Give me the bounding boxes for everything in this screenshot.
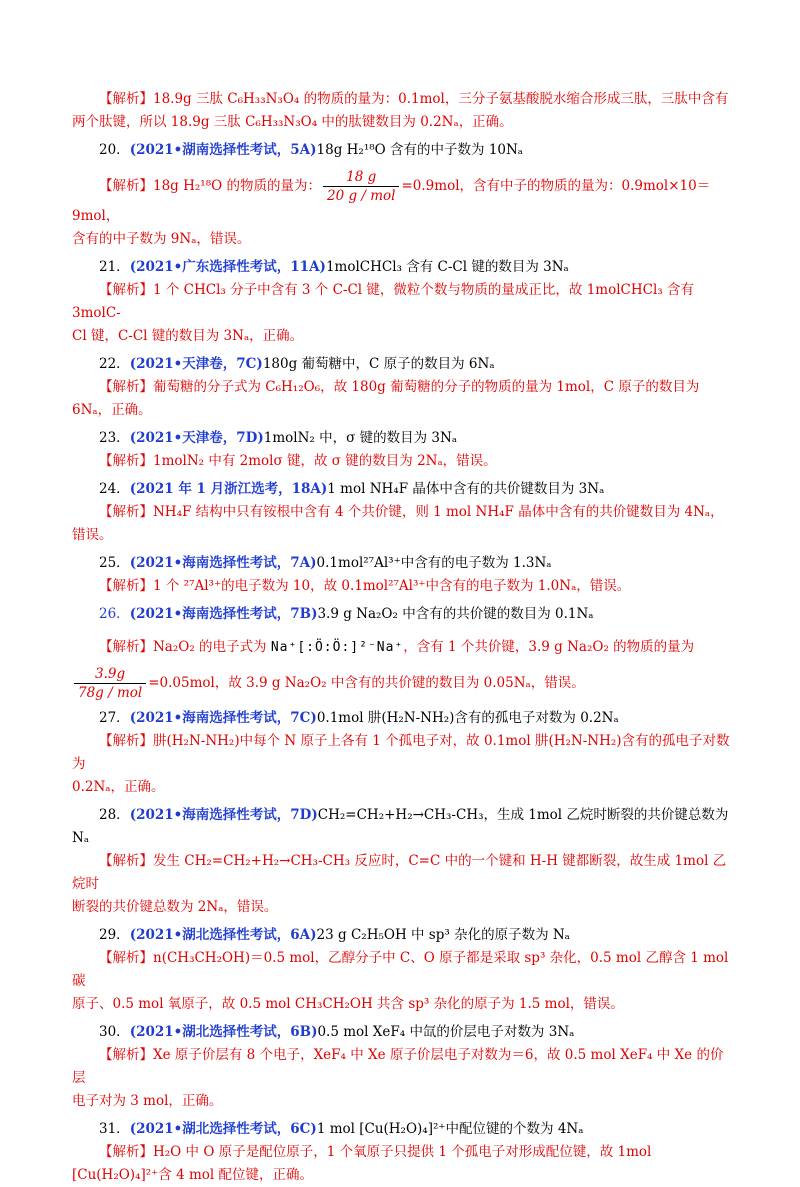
fraction <box>74 665 146 702</box>
question-text: 1 mol NH₄F 晶体中含有的共价键数目为 3Nₐ <box>327 481 605 497</box>
question-number: 26． <box>99 606 130 622</box>
question-source: (2021•湖南选择性考试，5A) <box>129 142 317 158</box>
question-22 <box>72 353 732 376</box>
answer-20 <box>72 168 732 228</box>
question-source: (2021•天津卷，7C) <box>129 356 263 372</box>
question-text: 0.5 mol XeF₄ 中氙的价层电子对数为 3Nₐ <box>317 1024 575 1040</box>
question-21 <box>72 256 732 279</box>
answer-19-line-1: 【解析】18.9g 三肽 C₆H₃₃N₃O₄ 的物质的量为：0.1mol，三分子氨基酸脱水缩合形成三肽，三肽中含有 <box>99 91 729 107</box>
question-source: (2021•湖北选择性考试，6B) <box>129 1024 318 1040</box>
answer-31-line-2: [Cu(H₂O)₄]²⁺含 4 mol 配位键，正确。 <box>72 1167 314 1183</box>
question-text: 0.1mol²⁷Al³⁺中含有的电子数为 1.3Nₐ <box>316 555 552 571</box>
answer-19-line-2: 两个肽键，所以 18.9g 三肽 C₆H₃₃N₃O₄ 中的肽键数目为 0.2Nₐ，正确。 <box>72 114 513 130</box>
answer-30-line-2: 电子对为 3 mol，正确。 <box>72 1093 223 1109</box>
question-number: 23． <box>99 430 130 446</box>
question-source: (2021•海南选择性考试，7A) <box>129 555 317 571</box>
question-source: (2021•湖北选择性考试，6A) <box>129 927 317 943</box>
lewis-structure-image: Na⁺[:Ö:Ö:]²⁻Na⁺ <box>270 640 404 655</box>
answer-29-line-1: 【解析】n(CH₃CH₂OH)＝0.5 mol，乙醇分子中 C、O 原子都是采取 sp³ 杂化，0.5 mol 乙醇含 1 mol 碳 <box>72 950 729 989</box>
answer-28-line-1: 【解析】发生 CH₂=CH₂+H₂→CH₃-CH₃ 反应时，C=C 中的一个键和 H-H 键都断裂，故生成 1mol 乙烷时 <box>72 853 727 892</box>
question-text: 1 mol [Cu(H₂O)₄]²⁺中配位键的个数为 4Nₐ <box>316 1121 584 1137</box>
question-source: (2021•海南选择性考试，7C) <box>129 710 317 726</box>
question-24 <box>72 478 732 501</box>
answer-text: 【解析】Na₂O₂ 的电子式为 <box>99 639 267 655</box>
answer-text: ，含有 1 个共价键，3.9 g Na₂O₂ 的物质的量为 <box>403 639 695 655</box>
question-text: 1molCHCl₃ 含有 C-Cl 键的数目为 3Nₐ <box>325 259 569 275</box>
answer-25-line-1: 【解析】1 个 ²⁷Al³⁺的电子数为 10，故 0.1mol²⁷Al³⁺中含有的电子数为 1.0Nₐ，错误。 <box>99 578 631 594</box>
answer-30-line-1: 【解析】Xe 原子价层有 8 个电子，XeF₄ 中 Xe 原子价层电子对数为＝6，故 0.5 mol XeF₄ 中 Xe 的价层 <box>72 1047 724 1086</box>
answer-29-line-2: 原子、0.5 mol 氧原子，故 0.5 mol CH₃CH₂OH 共含 sp³ 杂化的原子为 1.5 mol，错误。 <box>72 996 624 1012</box>
question-number: 28． <box>99 807 130 823</box>
answer-text: =0.9mol，含有中子的物质的量为：0.9mol×10＝9mol， <box>72 178 711 224</box>
question-number: 20． <box>99 142 130 158</box>
question-29 <box>72 924 732 947</box>
answer-23-line-1: 【解析】1molN₂ 中有 2molσ 键，故 σ 键的数目为 2Nₐ，错误。 <box>99 453 497 469</box>
fraction <box>323 168 400 205</box>
question-number: 30． <box>99 1024 130 1040</box>
question-source: (2021•湖北选择性考试，6C) <box>129 1121 317 1137</box>
answer-31-line-1: 【解析】H₂O 中 O 原子是配位原子，1 个氧原子只提供 1 个孤电子对形成配位键，故 1mol <box>99 1144 652 1160</box>
answer-27-line-2: 0.2Nₐ，正确。 <box>72 779 165 795</box>
answer-text: =0.05mol，故 3.9 g Na₂O₂ 中含有的共价键的数目为 0.05Nₐ，错误。 <box>148 675 585 691</box>
question-25 <box>72 552 732 575</box>
answer-24-line-1: 【解析】NH₄F 结构中只有铵根中含有 4 个共价键，则 1 mol NH₄F 晶体中含有的共价键数目为 4Nₐ， <box>99 504 724 520</box>
question-text: 180g 葡萄糖中，C 原子的数目为 6Nₐ <box>262 356 495 372</box>
question-number: 25． <box>99 555 130 571</box>
question-number: 29． <box>99 927 130 943</box>
question-27 <box>72 707 732 730</box>
answer-26 <box>72 636 732 659</box>
fraction-denominator: 78g / mol <box>78 685 143 701</box>
question-number: 22． <box>99 356 130 372</box>
question-source: (2021•天津卷，7D) <box>129 430 264 446</box>
document-body <box>72 88 732 1187</box>
question-source: (2021•广东选择性考试，11A) <box>129 259 326 275</box>
answer-21-line-2: Cl 键，C-Cl 键的数目为 3Nₐ，正确。 <box>72 328 304 344</box>
question-number: 24． <box>99 481 130 497</box>
answer-22-line-2: 6Nₐ，正确。 <box>72 402 152 418</box>
question-text: CH₂=CH₂+H₂→CH₃-CH₃，生成 1mol 乙烷时断裂的共价键总数为 Nₐ <box>72 807 729 846</box>
question-number: 31． <box>99 1121 130 1137</box>
question-20 <box>72 139 732 162</box>
answer-20-line-2: 含有的中子数为 9Nₐ，错误。 <box>72 231 251 247</box>
answer-24-line-2: 错误。 <box>72 527 113 543</box>
fraction-numerator: 18 g <box>323 168 400 187</box>
question-number: 21． <box>99 259 130 275</box>
answer-text: 【解析】18g H₂¹⁸O 的物质的量为： <box>99 178 321 194</box>
answer-26-line-2 <box>72 665 732 702</box>
question-23 <box>72 427 732 450</box>
question-text: 23 g C₂H₅OH 中 sp³ 杂化的原子数为 Nₐ <box>316 927 570 943</box>
question-31 <box>72 1118 732 1141</box>
question-number: 27． <box>99 710 130 726</box>
answer-22-line-1: 【解析】葡萄糖的分子式为 C₆H₁₂O₆，故 180g 葡萄糖的分子的物质的量为 1mol，C 原子的数目为 <box>99 379 700 395</box>
fraction-denominator: 20 g / mol <box>326 188 396 204</box>
question-text: 3.9 g Na₂O₂ 中含有的共价键的数目为 0.1Nₐ <box>317 606 594 622</box>
answer-28-line-2: 断裂的共价键总数为 2Nₐ，错误。 <box>72 899 278 915</box>
question-26 <box>72 603 732 626</box>
question-text: 0.1mol 肼(H₂N-NH₂)含有的孤电子对数为 0.2Nₐ <box>316 710 619 726</box>
question-source: (2021•海南选择性考试，7D) <box>129 807 318 823</box>
question-source: (2021 年 1 月浙江选考，18A) <box>129 481 328 497</box>
answer-21-line-1: 【解析】1 个 CHCl₃ 分子中含有 3 个 C-Cl 键，微粒个数与物质的量成正比，故 1molCHCl₃ 含有 3molC- <box>72 282 694 321</box>
question-text: 1molN₂ 中，σ 键的数目为 3Nₐ <box>263 430 458 446</box>
answer-27-line-1: 【解析】肼(H₂N-NH₂)中每个 N 原子上各有 1 个孤电子对，故 0.1mol 肼(H₂N-NH₂)含有的孤电子对数为 <box>72 733 730 772</box>
fraction-numerator: 3.9g <box>74 665 146 684</box>
question-30 <box>72 1021 732 1044</box>
question-source: (2021•海南选择性考试，7B) <box>129 606 318 622</box>
question-text: 18g H₂¹⁸O 含有的中子数为 10Nₐ <box>316 142 524 158</box>
question-28 <box>72 804 732 850</box>
